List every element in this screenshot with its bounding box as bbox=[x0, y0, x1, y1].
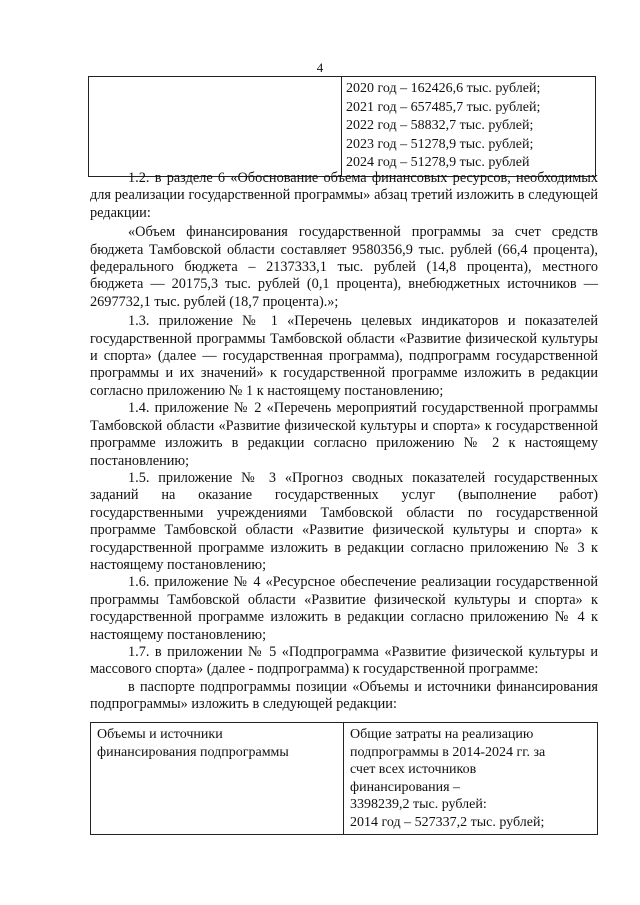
value-line: финансирования – bbox=[350, 779, 461, 795]
table-cell-value bbox=[344, 723, 598, 835]
value-line: подпрограммы в 2014-2024 гг. за bbox=[350, 744, 546, 760]
year-line: 2022 год – 58832,7 тыс. рублей; bbox=[346, 118, 534, 133]
year-line: 2020 год – 162426,6 тыс. рублей; bbox=[346, 81, 541, 96]
paragraph-quote: «Объем финансирования государственной программы за счет средств бюджета Тамбовской области составляет 9580356,9 тыс. рублей (66,4 процента), федерального бюджета – 2137333,1 тыс. рублей (14,8 процента), местного бюджета — 20175,3 тыс. рублей (0,1 процента), внебюджетных источников — 2697732,1 тыс. рублей (18,7 процента).»; bbox=[90, 224, 598, 310]
paragraph-passport: в паспорте подпрограммы позиции «Объемы и источники финансирования подпрограммы» изложить в следующей редакции: bbox=[90, 678, 598, 713]
page-number: 4 bbox=[316, 60, 324, 75]
label-line: финансирования подпрограммы bbox=[97, 744, 289, 760]
table-cell-years bbox=[342, 77, 596, 177]
table-cell-label bbox=[91, 723, 344, 835]
value-line: Общие затраты на реализацию bbox=[350, 727, 534, 742]
paragraph-1-5: 1.5. приложение № 3 «Прогноз сводных показателей государственных заданий на оказание государственных услуг (выполнение работ) государственными учреждениями Тамбовской области по государственной программе Тамбовской области «Развитие физической культуры и спорта» к государственной программе изложить в редакции согласно приложению № 3 к настоящему постановлению; bbox=[90, 469, 598, 573]
paragraph-1-7: 1.7. в приложении № 5 «Подпрограмма «Развитие физической культуры и массового спорта» (далее - подпрограмма) к государственной программе: bbox=[90, 643, 598, 678]
document-body bbox=[90, 170, 598, 714]
paragraph-1-6: 1.6. приложение № 4 «Ресурсное обеспечение реализации государственной программы Тамбовской области «Развитие физической культуры и спорта» к государственной программе изложить в редакции согласно приложению № 4 к настоящему постановлению; bbox=[90, 574, 598, 643]
paragraph-1-4: 1.4. приложение № 2 «Перечень мероприятий государственной программы Тамбовской области «Развитие физической культуры и спорта» к государственной программе изложить в редакции согласно приложению № 2 к настоящему постановлению; bbox=[90, 400, 598, 469]
label-line: Объемы и источники bbox=[97, 727, 223, 742]
funding-years-table bbox=[88, 76, 596, 177]
value-line: счет всех источников bbox=[350, 762, 477, 777]
year-line: 2023 год – 51278,9 тыс. рублей; bbox=[346, 136, 534, 152]
paragraph-1-2: 1.2. в разделе 6 «Обоснование объема финансовых ресурсов, необходимых для реализации государственной программы» абзац третий изложить в следующей редакции: bbox=[90, 170, 598, 221]
paragraph-1-3: 1.3. приложение № 1 «Перечень целевых индикаторов и показателей государственной программы Тамбовской области «Развитие физической культуры и спорта» (далее — государственная программа), подпрограмм государственной программы и их значений» к государственной программе изложить в редакции согласно приложению № 1 к настоящему постановлению; bbox=[90, 313, 598, 399]
value-line: 3398239,2 тыс. рублей: bbox=[350, 797, 487, 812]
subprogram-funding-table bbox=[90, 722, 598, 835]
year-line: 2024 год – 51278,9 тыс. рублей bbox=[346, 155, 530, 170]
value-line: 2014 год – 527337,2 тыс. рублей; bbox=[350, 814, 545, 830]
year-line: 2021 год – 657485,7 тыс. рублей; bbox=[346, 99, 541, 115]
table-cell-empty bbox=[89, 77, 342, 177]
